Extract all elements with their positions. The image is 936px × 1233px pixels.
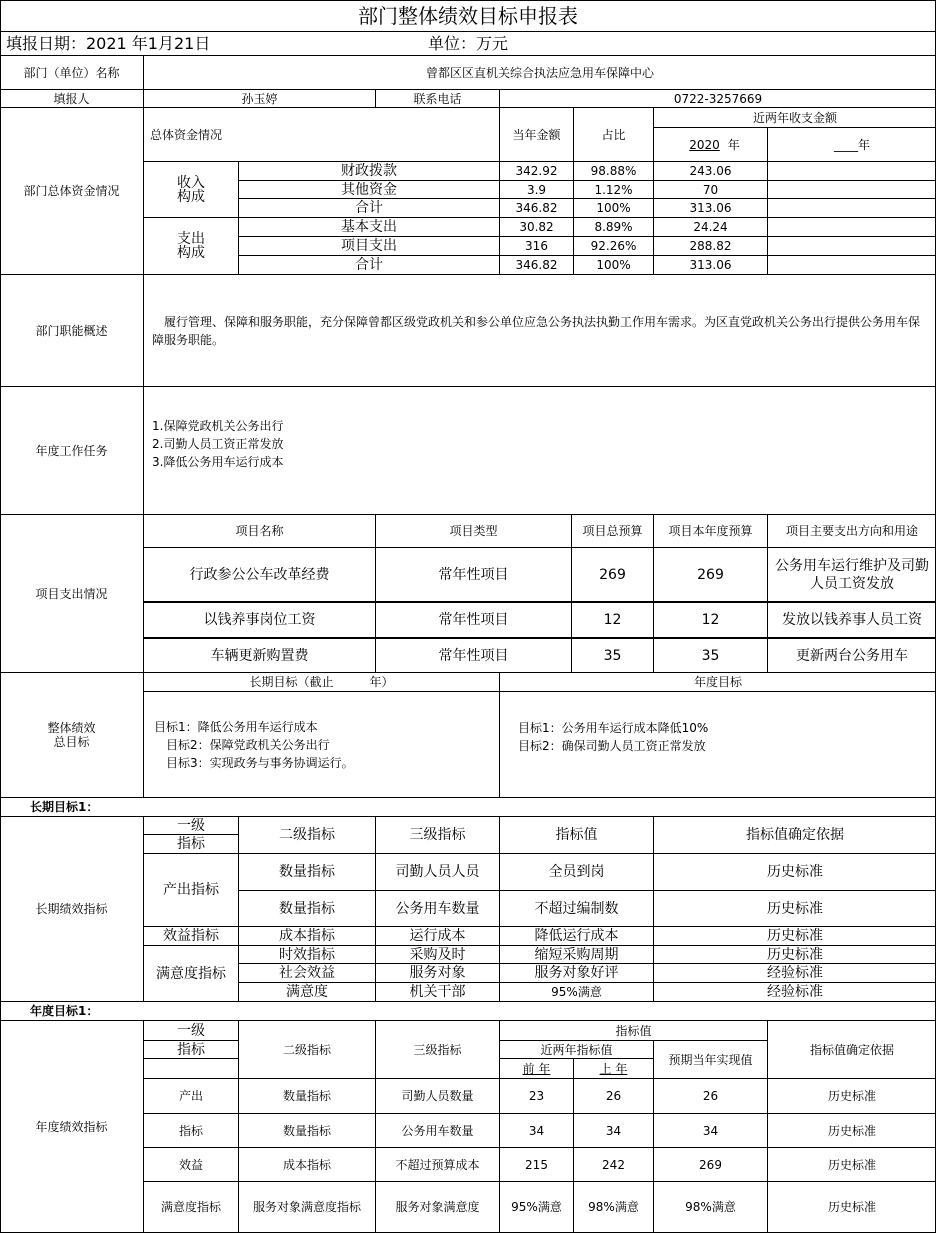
income-row-ratio: 100%	[574, 199, 654, 218]
project-use: 公务用车运行维护及司勤人员工资发放	[768, 548, 936, 603]
expense-row-label: 项目支出	[239, 237, 500, 256]
long-row-level2: 时效指标	[239, 946, 376, 964]
year-row-level3: 服务对象满意度	[376, 1182, 500, 1233]
year-row-level2: 数量指标	[239, 1114, 376, 1148]
col-ratio-header: 占比	[574, 108, 654, 162]
year-row-basis: 历史标准	[768, 1182, 936, 1233]
year-goal-item: 目标1：公务用车运行成本降低10%	[518, 720, 709, 735]
long-level1-header-a: 一级	[144, 817, 239, 835]
long-target-heading: 长期目标1：	[0, 798, 936, 817]
long-row-value: 不超过编制数	[500, 891, 654, 927]
long-level1-header-b: 指标	[144, 835, 239, 854]
year-basis-header: 指标值确定依据	[768, 1021, 936, 1079]
phone-label: 联系电话	[376, 90, 500, 108]
long-row-level2: 社会效益	[239, 964, 376, 983]
long-row-value: 95%满意	[500, 983, 654, 1002]
functions-text: 履行管理、保障和服务职能，充分保障曾都区级党政机关和参公单位应急公务执法执勤工作用车需求。为区直党政机关公务出行提供公务用车保障服务职能。	[144, 275, 936, 387]
year-last-label: 上 年	[599, 1061, 628, 1076]
year-row-level2: 数量指标	[239, 1079, 376, 1114]
funds-overview-label: 总体资金情况	[144, 108, 500, 162]
year-row-basis: 历史标准	[768, 1114, 936, 1148]
expense-row-ratio: 100%	[574, 256, 654, 275]
year-row-expected: 26	[654, 1079, 768, 1114]
overall-goals-label	[0, 673, 144, 798]
expense-row-label: 合计	[239, 256, 500, 275]
long-row-value: 缩短采购周期	[500, 946, 654, 964]
project-year: 35	[654, 639, 768, 673]
long-row-value: 降低运行成本	[500, 927, 654, 946]
long-indicators-label: 长期绩效指标	[0, 817, 144, 1002]
expense-row-year2	[768, 237, 936, 256]
year-row-level1: 产出	[144, 1079, 239, 1114]
income-row-amount: 346.82	[500, 199, 574, 218]
long-row-basis: 历史标准	[654, 927, 936, 946]
project-use: 更新两台公务用车	[768, 639, 936, 673]
filler-label: 填报人	[0, 90, 144, 108]
project-year: 269	[654, 548, 768, 603]
year-level1-header-blank	[144, 1059, 239, 1079]
year-row-last: 26	[574, 1079, 654, 1114]
long-row-basis: 历史标准	[654, 946, 936, 964]
dept-name-value: 曾都区区直机关综合执法应急用车保障中心	[144, 56, 936, 90]
long-row-level3: 服务对象	[376, 964, 500, 983]
expense-row-2020: 288.82	[654, 237, 768, 256]
long-goal-item: 目标1：降低公务用车运行成本	[154, 719, 318, 734]
year-row-last: 34	[574, 1114, 654, 1148]
year-row-level2: 服务对象满意度指标	[239, 1182, 376, 1233]
fill-date: 填报日期：2021 年1月21日	[0, 32, 420, 56]
year-goal-header: 年度目标	[500, 673, 936, 692]
year-row-prev: 95%满意	[500, 1182, 574, 1233]
year1-header	[654, 128, 768, 162]
year-row-level1: 指标	[144, 1114, 239, 1148]
year-row-last: 98%满意	[574, 1182, 654, 1233]
project-type: 常年性项目	[376, 548, 572, 603]
expense-group-line2: 构成	[177, 245, 205, 261]
expense-row-amount: 316	[500, 237, 574, 256]
expense-row-2020: 313.06	[654, 256, 768, 275]
long-row-value: 服务对象好评	[500, 964, 654, 983]
long-row-basis: 历史标准	[654, 891, 936, 927]
income-row-year2	[768, 162, 936, 181]
filler-name: 孙玉婷	[144, 90, 376, 108]
project-use: 发放以钱养事人员工资	[768, 603, 936, 639]
year-row-expected: 34	[654, 1114, 768, 1148]
dept-name-label: 部门（单位）名称	[0, 56, 144, 90]
long-row-level3: 司勤人员人员	[376, 854, 500, 891]
project-name: 行政参公公车改革经费	[144, 548, 376, 603]
year-row-level2: 成本指标	[239, 1148, 376, 1182]
year2-blank: ____	[833, 137, 858, 152]
long-value-header: 指标值	[500, 817, 654, 854]
income-row-amount: 342.92	[500, 162, 574, 181]
income-row-2020: 313.06	[654, 199, 768, 218]
year-target-heading: 年度目标1：	[0, 1002, 936, 1021]
income-row-2020: 70	[654, 181, 768, 199]
long-row-level3: 采购及时	[376, 946, 500, 964]
income-row-label: 财政拨款	[239, 162, 500, 181]
project-type: 常年性项目	[376, 639, 572, 673]
unit-label: 单位：万元	[420, 32, 936, 56]
project-total: 35	[572, 639, 654, 673]
long-row-basis: 经验标准	[654, 964, 936, 983]
year-goal-item: 目标2：确保司勤人员工资正常发放	[518, 738, 706, 753]
task-item: 2.司勤人员工资正常发放	[152, 437, 284, 451]
project-total: 12	[572, 603, 654, 639]
year-recent-header: 近两年指标值	[500, 1041, 654, 1059]
expense-row-ratio: 8.89%	[574, 218, 654, 237]
project-name: 车辆更新购置费	[144, 639, 376, 673]
projects-header-use: 项目主要支出方向和用途	[768, 515, 936, 548]
year-row-level1: 满意度指标	[144, 1182, 239, 1233]
year-row-level3: 公务用车数量	[376, 1114, 500, 1148]
expense-row-year2	[768, 218, 936, 237]
project-total: 269	[572, 548, 654, 603]
year-row-basis: 历史标准	[768, 1079, 936, 1114]
year-row-basis: 历史标准	[768, 1148, 936, 1182]
projects-header-total: 项目总预算	[572, 515, 654, 548]
long-basis-header: 指标值确定依据	[654, 817, 936, 854]
year-level1-header-b: 指标	[144, 1041, 239, 1059]
year-level1-header-a: 一级	[144, 1021, 239, 1041]
project-type: 常年性项目	[376, 603, 572, 639]
income-row-ratio: 1.12%	[574, 181, 654, 199]
year2-header	[768, 128, 936, 162]
income-group-line1: 收入	[177, 174, 205, 191]
long-row-basis: 经验标准	[654, 983, 936, 1002]
phone-value: 0722-3257669	[500, 90, 936, 108]
expense-group-label	[144, 218, 239, 275]
income-row-2020: 243.06	[654, 162, 768, 181]
functions-label: 部门职能概述	[0, 275, 144, 387]
income-row-amount: 3.9	[500, 181, 574, 199]
long-row-level3: 公务用车数量	[376, 891, 500, 927]
year1-suffix: 年	[727, 137, 740, 152]
expense-row-2020: 24.24	[654, 218, 768, 237]
year-prev-label: 前 年	[522, 1061, 551, 1076]
projects-header-year: 项目本年度预算	[654, 515, 768, 548]
expense-row-year2	[768, 256, 936, 275]
income-row-ratio: 98.88%	[574, 162, 654, 181]
col-recent-header: 近两年收支金额	[654, 108, 936, 128]
long-group-benefit: 效益指标	[144, 927, 239, 946]
long-level2-header: 二级指标	[239, 817, 376, 854]
year-row-level3: 不超过预算成本	[376, 1148, 500, 1182]
long-goal-header: 长期目标（截止 年）	[144, 673, 500, 692]
income-group-line2: 构成	[177, 188, 205, 205]
year-indicators-label: 年度绩效指标	[0, 1021, 144, 1233]
long-group-output: 产出指标	[144, 854, 239, 927]
expense-row-ratio: 92.26%	[574, 237, 654, 256]
income-row-year2	[768, 181, 936, 199]
year1-value: 2020	[689, 137, 720, 152]
year-row-expected: 269	[654, 1148, 768, 1182]
year-value-header: 指标值	[500, 1021, 768, 1041]
income-row-year2	[768, 199, 936, 218]
year-row-last: 242	[574, 1148, 654, 1182]
long-row-level2: 满意度	[239, 983, 376, 1002]
long-row-level3: 机关干部	[376, 983, 500, 1002]
income-group-label	[144, 162, 239, 218]
year-goal-list	[500, 692, 936, 798]
year-row-level1: 效益	[144, 1148, 239, 1182]
long-level3-header: 三级指标	[376, 817, 500, 854]
expense-row-amount: 30.82	[500, 218, 574, 237]
long-row-basis: 历史标准	[654, 854, 936, 891]
year-row-prev: 215	[500, 1148, 574, 1182]
year-row-expected: 98%满意	[654, 1182, 768, 1233]
project-name: 以钱养事岗位工资	[144, 603, 376, 639]
expense-row-amount: 346.82	[500, 256, 574, 275]
projects-header-name: 项目名称	[144, 515, 376, 548]
project-year: 12	[654, 603, 768, 639]
year-last-header	[574, 1059, 654, 1079]
long-group-satisfaction: 满意度指标	[144, 946, 239, 1002]
col-amount-header: 当年金额	[500, 108, 574, 162]
projects-label: 项目支出情况	[0, 515, 144, 673]
year-row-prev: 23	[500, 1079, 574, 1114]
year-level3-header: 三级指标	[376, 1021, 500, 1079]
year-prev-header	[500, 1059, 574, 1079]
long-goal-list	[144, 692, 500, 798]
funds-section-label: 部门总体资金情况	[0, 108, 144, 275]
long-row-level2: 数量指标	[239, 854, 376, 891]
year-row-prev: 34	[500, 1114, 574, 1148]
long-goal-item: 目标3：实现政务与事务协调运行。	[154, 755, 354, 770]
long-row-level3: 运行成本	[376, 927, 500, 946]
long-row-level2: 成本指标	[239, 927, 376, 946]
long-row-level2: 数量指标	[239, 891, 376, 927]
expense-group-line1: 支出	[177, 231, 205, 247]
overall-goals-line2: 总目标	[53, 735, 90, 749]
income-row-label: 其他资金	[239, 181, 500, 199]
task-item: 1.保障党政机关公务出行	[152, 419, 284, 433]
task-item: 3.降低公务用车运行成本	[152, 455, 284, 469]
year-row-level3: 司勤人员数量	[376, 1079, 500, 1114]
income-row-label: 合计	[239, 199, 500, 218]
year-expected-header: 预期当年实现值	[654, 1041, 768, 1079]
expense-row-label: 基本支出	[239, 218, 500, 237]
year2-suffix: 年	[857, 137, 870, 152]
tasks-label: 年度工作任务	[0, 387, 144, 515]
tasks-list	[144, 387, 936, 515]
year-level2-header: 二级指标	[239, 1021, 376, 1079]
projects-header-type: 项目类型	[376, 515, 572, 548]
long-goal-item: 目标2：保障党政机关公务出行	[154, 737, 330, 752]
long-row-value: 全员到岗	[500, 854, 654, 891]
form-title: 部门整体绩效目标申报表	[0, 0, 936, 32]
overall-goals-line1: 整体绩效	[47, 721, 96, 735]
